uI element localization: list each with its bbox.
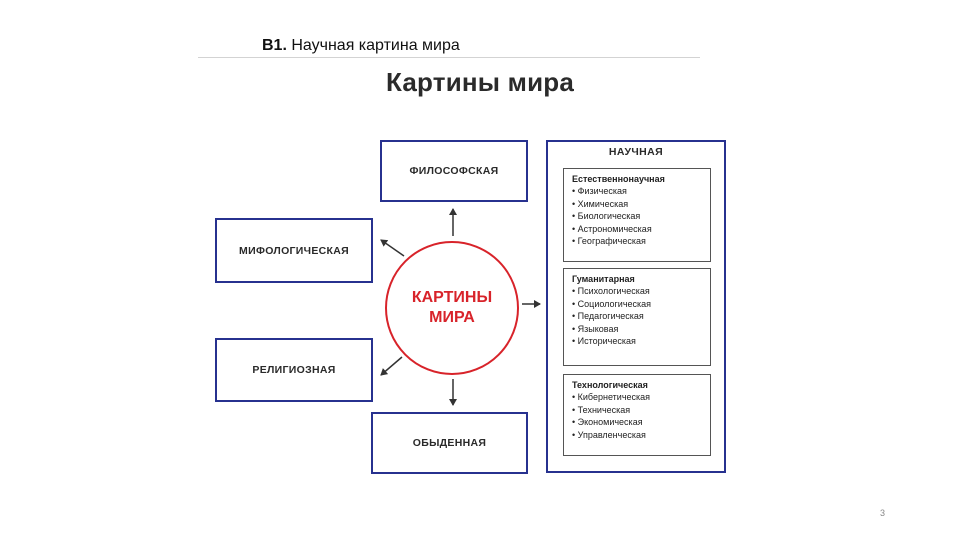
group-title: Гуманитарная (572, 274, 635, 284)
list-item: • Химическая (572, 198, 710, 211)
box-mythological-label: МИФОЛОГИЧЕСКАЯ (239, 244, 349, 257)
box-philosophical (380, 140, 528, 202)
box-everyday (371, 412, 528, 474)
center-line-1: КАРТИНЫ (411, 289, 493, 306)
box-philosophical-label: ФИЛОСОФСКАЯ (409, 165, 499, 177)
list-item: • Астрономическая (572, 223, 710, 236)
list-item: • Управленческая (572, 429, 710, 442)
list-item: • Педагогическая (572, 310, 710, 323)
center-line-2: МИРА (429, 309, 475, 326)
group-title: Естественнонаучная (572, 174, 665, 184)
page-number: 3 (880, 508, 886, 518)
slide-title-number: B1. (262, 37, 287, 54)
box-mythological (215, 218, 373, 283)
list-item: • Биологическая (572, 210, 710, 223)
group-natural-sciences (563, 168, 711, 262)
slide-title-text: Научная картина мира (286, 37, 460, 54)
group-humanities (563, 268, 711, 366)
list-item: • Психологическая (572, 285, 710, 298)
list-item: • Техническая (572, 404, 710, 417)
list-item: • Социологическая (572, 298, 710, 311)
box-scientific-title: НАУЧНАЯ (608, 146, 664, 158)
title-divider (198, 57, 700, 58)
group-title: Технологическая (572, 380, 648, 390)
box-everyday-label: ОБЫДЕННАЯ (412, 437, 487, 449)
arrow-to-religious (381, 357, 402, 375)
list-item: • Экономическая (572, 416, 710, 429)
list-item: • Кибернетическая (572, 391, 710, 404)
center-circle (385, 241, 519, 375)
diagram-heading: Картины мира (386, 67, 574, 97)
slide-title (262, 37, 460, 55)
arrow-to-mythological (381, 240, 404, 256)
list-item: • Языковая (572, 323, 710, 336)
list-item: • Физическая (572, 185, 710, 198)
group-technological (563, 374, 711, 456)
box-religious-label: РЕЛИГИОЗНАЯ (252, 364, 336, 376)
box-religious (215, 338, 373, 402)
list-item: • Историческая (572, 335, 710, 348)
list-item: • Географическая (572, 235, 710, 248)
